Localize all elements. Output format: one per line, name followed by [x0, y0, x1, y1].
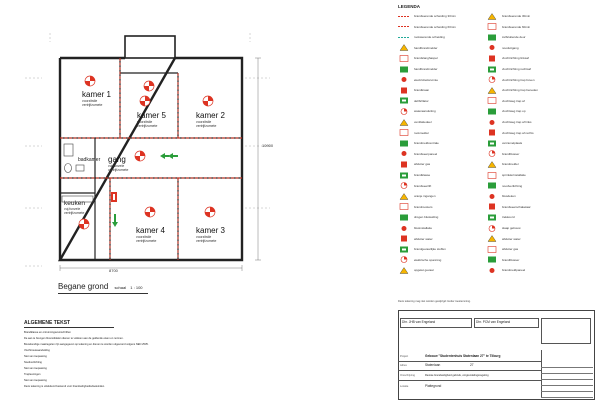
legend-item — [398, 23, 456, 31]
legend-label: brandblusser — [502, 257, 520, 262]
client-box-1: Dhr. JHB van Engeland — [400, 318, 472, 328]
legend-symbol-icon — [486, 44, 498, 51]
legend-label: vluchtweg trap af rechts — [502, 130, 534, 135]
plan-title: Begane grond schaal 1 : 100 — [58, 282, 143, 291]
legend-symbol-icon — [486, 225, 498, 232]
legend-item — [486, 44, 519, 52]
legend-symbol-icon — [398, 172, 410, 179]
legend-label: rookmelder — [414, 130, 430, 135]
legend-symbol-icon — [398, 13, 410, 20]
legend-item — [486, 76, 535, 84]
legend-symbol-icon — [398, 34, 410, 41]
legend-item — [398, 97, 429, 105]
legend-symbol-icon — [486, 129, 498, 136]
legend-item — [486, 23, 530, 31]
legend-label: defibrillator — [414, 98, 429, 103]
legend-label: brandwerende 30min — [502, 14, 531, 18]
legend-item — [398, 12, 456, 20]
legend-symbol-icon — [486, 150, 498, 157]
legend-item — [398, 182, 431, 190]
legend-symbol-icon — [398, 267, 410, 274]
legend-symbol-icon — [398, 214, 410, 221]
room-kamer-1: kamer 1 voorzitstle vertrijfzumete — [82, 90, 111, 107]
dimension-width: 8700 — [109, 268, 118, 273]
note-line: Bouwkundige maatregelen zijn aangegeven op tekening en dienen te worden uitgevoerd volgens NEN 2535. — [24, 343, 149, 346]
legend-item — [486, 256, 519, 264]
legend-label: brandweerlift — [414, 183, 432, 188]
legend-label: brandklasse — [414, 173, 431, 177]
legend-symbol-icon — [486, 13, 498, 20]
legend-item — [486, 245, 518, 253]
legend-symbol-icon — [486, 256, 498, 263]
legend-symbol-icon — [486, 214, 498, 221]
legend-label: zelfsluitende deur — [502, 35, 526, 40]
legend-item — [486, 33, 526, 41]
legend-label: brandslanghaspel — [414, 56, 438, 61]
legend-item — [486, 118, 532, 126]
client-box-2: Dhr. PCM van Engeland — [474, 318, 539, 328]
legend-symbol-icon — [486, 193, 498, 200]
legend-label: brandweerpaneel — [414, 151, 438, 156]
legend-item — [486, 107, 526, 115]
legend-symbol-icon — [486, 203, 498, 210]
legend-label: nooduitgang — [502, 45, 519, 50]
legend-symbol-icon — [486, 76, 498, 83]
room-kamer-5: kamer 5 voorzitstle vertrijfzumete — [137, 111, 166, 128]
notes-heading: ALGEMENE TEKST — [24, 320, 71, 326]
note-line: De aan te brengen blusmiddelen dienen te voldoen aan de geldende eisen en normen. — [24, 337, 124, 340]
legend-label: handbrandmelder — [414, 67, 438, 71]
room-kamer-4: kamer 4 voorzitstle vertrijfzumete — [136, 226, 165, 243]
legend-symbol-icon — [486, 235, 498, 242]
legend-label: slaap gebouw — [502, 226, 521, 230]
legend-symbol-icon — [398, 235, 410, 242]
legend-symbol-icon — [398, 97, 410, 104]
legend-item — [398, 213, 438, 221]
project-description: Revisie brandveiligheid gebruik, ontgrendelingsregeling — [425, 374, 489, 377]
legend-item — [398, 245, 446, 253]
legend-item — [398, 65, 438, 73]
project-address: Statenlaan — [425, 363, 441, 367]
legend-label: drogen blusleiding — [414, 215, 439, 220]
legend-item — [398, 118, 432, 126]
legend-symbol-icon — [398, 66, 410, 73]
legend-item — [486, 224, 521, 232]
legend-label: brandmelder — [502, 162, 519, 167]
legend-label: brandwerende scheiding 60min — [414, 24, 456, 29]
legend-item — [486, 182, 522, 190]
legend-symbol-icon — [398, 140, 410, 147]
legend-label: afsluiter gas — [502, 247, 519, 252]
legend-label: ventilatiedeel — [414, 120, 432, 124]
legend-symbol-icon — [486, 140, 498, 147]
legend-item — [398, 54, 438, 62]
legend-item — [486, 86, 538, 94]
legend-label: noodverlichting — [502, 183, 523, 188]
legend-symbol-icon — [398, 87, 410, 94]
legend-item — [486, 139, 522, 147]
legend-label: afsluiter gas — [414, 162, 431, 167]
legend-label: brandroosters — [414, 204, 433, 209]
floor-plan — [20, 28, 280, 303]
room-keuken: keuken vuj.funzele vertrijfzumete — [64, 200, 85, 215]
dimension-height: 10900 — [262, 143, 274, 148]
legend-item — [398, 266, 434, 274]
legend-symbol-icon — [486, 87, 498, 94]
legend-label: sprinklerinstallatie — [502, 173, 526, 177]
legend-symbol-icon — [398, 76, 410, 83]
legend-item — [398, 160, 430, 168]
legend-item — [486, 266, 525, 274]
legend-label: vluchtrichting rechtsaf — [502, 67, 532, 71]
legend-symbol-icon — [486, 97, 498, 104]
legend-symbol-icon — [486, 55, 498, 62]
legend-label: vluchtrichting trap beneden — [502, 88, 539, 93]
legend-item — [398, 171, 430, 179]
legend-symbol-icon — [398, 55, 410, 62]
plan-title-underline — [58, 293, 148, 294]
legend-item — [486, 160, 519, 168]
legend-label: elektrische spanning — [414, 257, 442, 262]
legend-item — [398, 33, 445, 41]
legend-label: brandkraan — [414, 88, 430, 93]
legend-symbol-icon — [398, 119, 410, 126]
legend-symbol-icon — [398, 203, 410, 210]
legend-symbol-icon — [486, 34, 498, 41]
legend-label: vluchtweg trap af links — [502, 120, 532, 124]
legend-item — [398, 129, 429, 137]
legend-item — [398, 192, 436, 200]
legend-item — [398, 256, 441, 264]
legend-item — [486, 171, 526, 179]
legend-label: blusdeken — [502, 194, 516, 199]
legend-symbol-icon — [486, 23, 498, 30]
note-line: Trapleuningen — [24, 373, 41, 376]
legend-item — [486, 203, 531, 211]
legend-item — [398, 44, 438, 52]
notes-body — [24, 330, 374, 390]
legend-label: brandwerende 60min — [502, 24, 531, 29]
legend-symbol-icon — [398, 246, 410, 253]
legend-label: brandmeldpaneel — [502, 268, 526, 273]
legend-symbol-icon — [398, 23, 410, 30]
legend-symbol-icon — [398, 44, 410, 51]
legend-label: afsluiter water — [414, 236, 433, 241]
note-line: Deze tekening is uitsluitend bestemd voor brandveiligheidsdoeleinden. — [24, 385, 105, 388]
legend-symbol-icon — [486, 246, 498, 253]
legend-item — [486, 192, 516, 200]
stamp-box — [541, 318, 591, 344]
legend-item — [398, 150, 437, 158]
legend-label: opgelet gevaar — [414, 268, 434, 273]
legend-symbol-icon — [398, 193, 410, 200]
legend-symbol-icon — [486, 172, 498, 179]
legend-label: brandwerende scheiding 30min — [414, 14, 456, 18]
project-name: Gebouw "Studentenhuis Statenlaan 27" te Tilburg — [425, 354, 501, 358]
legend-label: trekkoord — [502, 215, 515, 220]
note-line: Brandklasse en ontruimingsvoorschriften — [24, 331, 71, 334]
legend-item — [398, 224, 432, 232]
room-badkamer: badkamer — [78, 157, 101, 163]
legend-item — [398, 107, 436, 115]
legend-label: rookwerende scheiding — [414, 35, 445, 40]
legend-label: vluchtweg trap af — [502, 98, 525, 103]
legend-symbol-icon — [398, 161, 410, 168]
legend-item — [398, 76, 438, 84]
legend-symbol-icon — [486, 119, 498, 126]
project-number: 27 — [470, 363, 474, 367]
legend-symbol-icon — [398, 108, 410, 115]
legend-symbol-icon — [398, 225, 410, 232]
titleblock-note: Deze tekening mag niet worden gewijzigd zonder toestemming. — [398, 300, 471, 303]
notes-underline — [24, 327, 114, 328]
legend-label: verzamelplaats — [502, 141, 523, 146]
legend-item — [398, 235, 433, 243]
legend-label: brandmeldcentrale — [414, 141, 439, 146]
note-line: Niet van toepassing — [24, 367, 47, 370]
legend-label: wateraansluiting — [414, 109, 436, 114]
note-line: Noodverlichting — [24, 361, 42, 364]
legend-item — [486, 235, 521, 243]
legend-symbol-icon — [486, 182, 498, 189]
legend-symbol-icon — [398, 129, 410, 136]
legend-item — [398, 86, 429, 94]
legend-item — [398, 203, 433, 211]
note-line: Vluchtrouteaanduiding — [24, 349, 50, 352]
room-kamer-3: kamer 3 voorzitstle vertrijfzumete — [196, 226, 225, 243]
legend-label: blusinstallatie — [414, 226, 433, 230]
legend-symbol-icon — [398, 256, 410, 263]
legend-label: vluchtrichting trap boven — [502, 77, 535, 82]
legend-symbol-icon — [486, 267, 498, 274]
legend-symbol-icon — [486, 108, 498, 115]
legend-label: brandweerschakelaar — [502, 204, 531, 209]
legend-symbol-icon — [486, 66, 498, 73]
legend-label: vluchtweg trap op — [502, 109, 526, 114]
legend-item — [486, 213, 515, 221]
legend-symbol-icon — [398, 182, 410, 189]
legend-label: handbrandmelder — [414, 45, 438, 50]
legend-label: oranje ingangen — [414, 194, 436, 199]
revision-table — [541, 362, 593, 398]
note-line: Niet van toepassing — [24, 379, 47, 382]
room-gang: gang vuj.funzele vertrijfzumete — [108, 155, 129, 172]
legend-title: LEGENDA — [398, 4, 421, 9]
legend-label: brandblusser — [502, 151, 520, 156]
project-location: Plattegrond — [425, 384, 442, 388]
legend-item — [486, 129, 534, 137]
legend-item — [486, 97, 525, 105]
legend-label: brandgevaarlijke stoffen — [414, 247, 446, 252]
legend-item — [486, 12, 530, 20]
legend-label: vluchtrichting linksaf — [502, 56, 529, 61]
legend-item — [398, 139, 439, 147]
room-kamer-2: kamer 2 voorzitstle vertrijfzumete — [196, 111, 225, 128]
legend-label: electriciteitsruimte — [414, 77, 439, 82]
legend-item — [486, 150, 519, 158]
legend-symbol-icon — [398, 150, 410, 157]
legend-item — [486, 54, 529, 62]
legend-label: afsluiter water — [502, 236, 521, 241]
legend-symbol-icon — [486, 161, 498, 168]
note-line: Niet van toepassing — [24, 355, 47, 358]
legend-item — [486, 65, 531, 73]
